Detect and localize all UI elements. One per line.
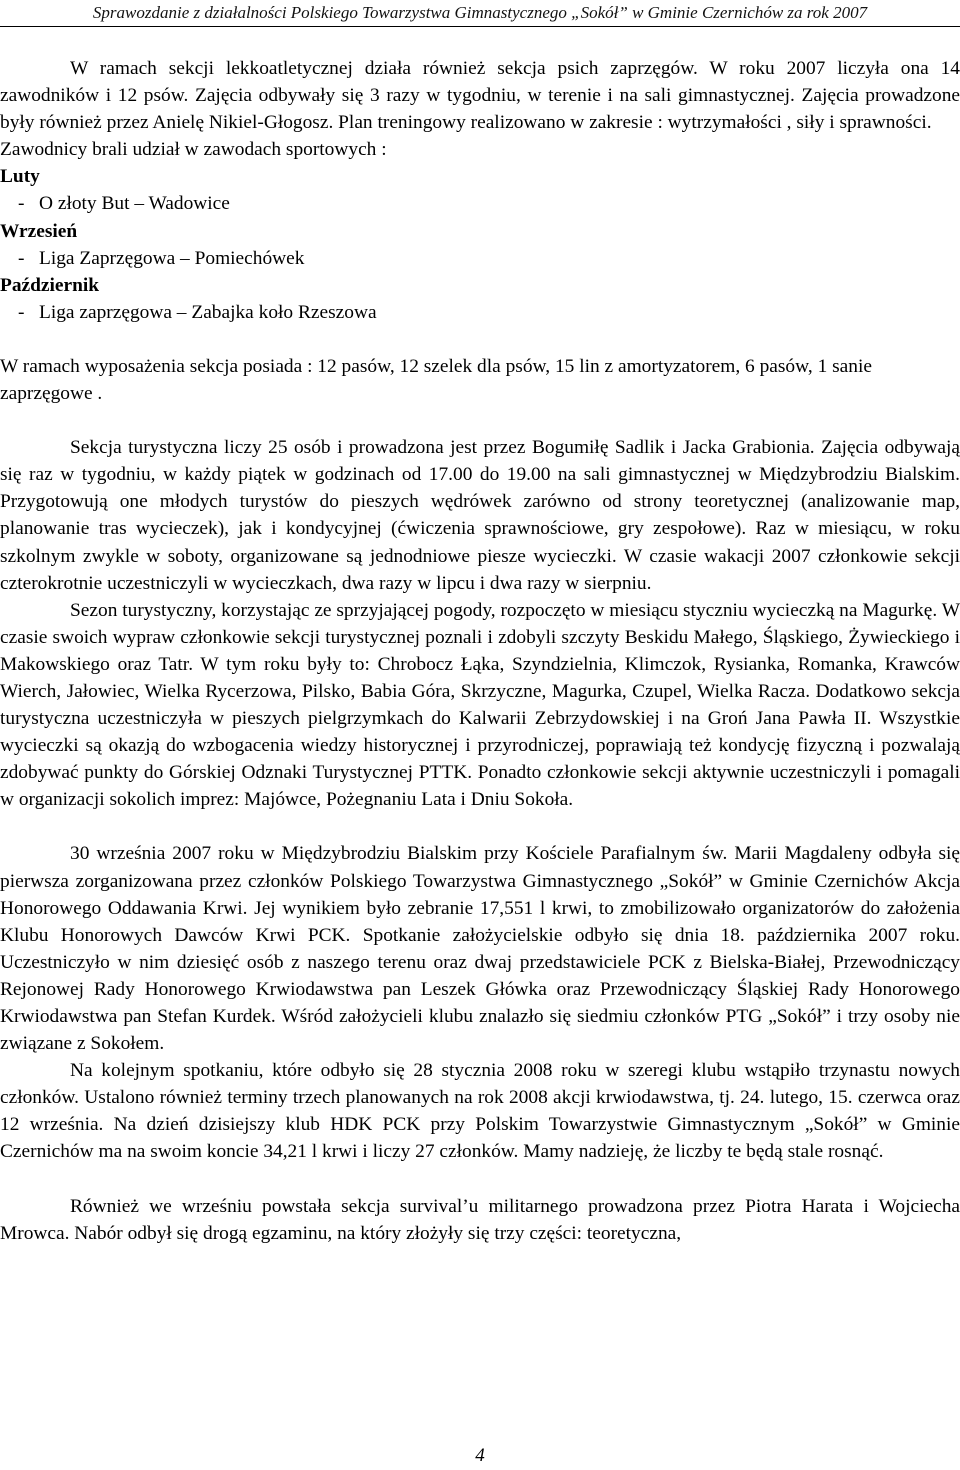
- header-rule: [0, 26, 960, 27]
- page-number: 4: [475, 1445, 485, 1466]
- running-header: Sprawozdanie z działalności Polskiego Towarzystwa Gimnastycznego „Sokół” w Gminie Czernichów za rok 2007: [92, 3, 868, 22]
- competitions-intro: Zawodnicy brali udział w zawodach sportowych :: [0, 139, 387, 161]
- sled-dog-section-intro: W ramach sekcji lekkoatletycznej działa również sekcja psich zaprzęgów. W roku 2007 liczyła ona 14 zawodników i 12 psów. Zajęcia odbywały się 3 razy w tygodniu, w terenie i na sali gimnastycznej. Zajęcia prowadzone były również przez Anielę Nikiel-Głogosz. Plan treningowy realizowano w zakresie : wytrzymałości , siły i sprawności.: [0, 58, 960, 134]
- tourist-season-paragraph: Sezon turystyczny, korzystając ze sprzyjającej pogody, rozpoczęto w miesiącu styczniu wycieczką na Magurkę. W czasie swoich wypraw członkowie sekcji turystycznej poznali i zdobyli szczyty Beskidu Małego, Śląskiego, Żywieckiego i Makowskiego oraz Tatr. W tym roku były to: Chrobocz Łąka, Szyndzielnia, Klimczok, Rysianka, Romanka, Krawców Wierch, Jałowiec, Wielka Rycerzowa, Pilsko, Babia Góra, Skrzyczne, Magurka, Czupel, Wielka Racza. Dodatkowo sekcja turystyczna uczestniczyła w pieszych pielgrzymkach do Kalwarii Zebrzydowskiej i na Groń Jana Pawła II. Wszystkie wycieczki są okazją do wzbogacenia wiedzy historycznej i przyrodniczej, poprawiają też kondycję fizyczną i pozwalają zdobywać punkty do Górskiej Odznaki Turystycznej PTTK. Ponadto członkowie sekcji aktywnie uczestniczyli i pomagali w organizacji sokolich imprez: Majówce, Pożegnaniu Lata i Dniu Sokoła.: [0, 599, 960, 811]
- paragraph-gap: [0, 326, 960, 353]
- tourist-section-paragraph: Sekcja turystyczna liczy 25 osób i prowadzona jest przez Bogumiłę Sadlik i Jacka Grabionia. Zajęcia odbywają się raz w tygodniu, w każdy piątek w godzinach od 17.00 do 19.00 na sali gimnastycznej w Międzybrodziu Bialskim. Przygotowują one młodych turystów do pieszych wędrówek zarówno od strony teoretycznej (analizowanie map, planowanie tras wycieczek), jak i kondycyjnej (ćwiczenia sprawnościowe, gry zespołowe). Raz w miesiącu, w roku szkolnym zwykle w soboty, organizowane są jednodniowe piesze wycieczki. W czasie wakacji 2007 członkowie sekcji czterokrotnie uczestniczyli w wycieczkach, dwa razy w lipcu i dwa razy w sierpniu.: [0, 437, 960, 594]
- competition-list: [0, 163, 960, 326]
- blood-club-paragraph: Na kolejnym spotkaniu, które odbyło się 28 stycznia 2008 roku w szeregi klubu wstąpiło trzynastu nowych członków. Ustalono również terminy trzech planowanych na rok 2008 akcji krwiodawstwa, tj. 24. lutego, 15. czerwca oraz 12 września. Na dzień dzisiejszy klub HDK PCK przy Polskim Towarzystwie Gimnastycznym „Sokół” w Gminie Czernichów ma na swoim koncie 34,21 l krwi i liczy 27 członków. Mamy nadzieję, że liczby te będą stale rosnąć.: [0, 1060, 960, 1163]
- blood-donation-paragraph: 30 września 2007 roku w Międzybrodziu Bialskim przy Kościele Parafialnym św. Marii Magdaleny odbyła się pierwsza zorganizowana przez członków Polskiego Towarzystwa Gimnastycznego „Sokół” w Gminie Czernichów Akcja Honorowego Oddawania Krwi. Jej wynikiem było zebranie 17,551 l krwi, to zmobilizowało organizatorów do założenia Klubu Honorowych Dawców Krwi PCK. Spotkanie założycielskie odbyło się dnia 18. października 2007 roku. Uczestniczyło w nim dziesięć osób z naszego terenu oraz dwaj przedstawiciele PCK z Bielska-Białej, Przewodniczący Rejonowej Rady Honorowego Krwiodawstwa pan Leszek Główka oraz Przewodniczący Śląskiej Rady Honorowego Krwiodawstwa pan Stefan Kurdek. Wśród założycieli klubu znalazło się siedmiu członków PTG „Sokół” i trzy osoby nie związane z Sokołem.: [0, 843, 960, 1055]
- event-item: - Liga zaprzęgowa – Zabajka koło Rzeszowa: [18, 301, 377, 323]
- survival-section-paragraph: Również we wrześniu powstała sekcja survival’u militarnego prowadzona przez Piotra Harata i Wojciecha Mrowca. Nabór odbył się drogą egzaminu, na który złożyły się trzy części: teoretyczna,: [0, 1195, 960, 1244]
- event-month: Wrzesień: [0, 220, 78, 242]
- equipment-paragraph: W ramach wyposażenia sekcja posiada : 12 pasów, 12 szelek dla psów, 15 lin z amortyzatorem, 6 pasów, 1 sanie zaprzęgowe .: [0, 355, 872, 405]
- paragraph-gap: [0, 407, 960, 434]
- event-month: Październik: [0, 274, 100, 296]
- event-month: Luty: [0, 166, 40, 188]
- event-item: - O złoty But – Wadowice: [18, 193, 230, 215]
- event-item: - Liga Zaprzęgowa – Pomiechówek: [18, 247, 305, 269]
- paragraph-gap: [0, 1166, 960, 1193]
- paragraph-gap: [0, 813, 960, 840]
- document-body: [0, 55, 960, 1247]
